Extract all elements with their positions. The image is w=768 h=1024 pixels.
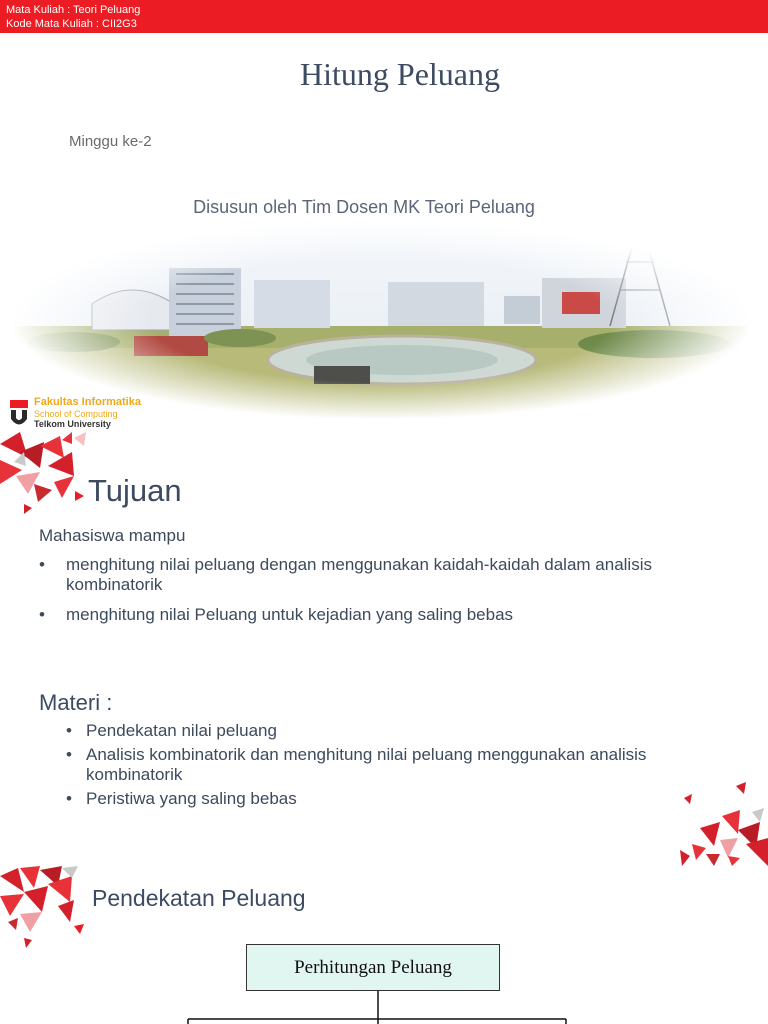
list-item: • menghitung nilai peluang dengan menggunakan kaidah-kaidah dalam analisis kombinatorik	[39, 555, 739, 595]
course-code: Kode Mata Kuliah : CII2G3	[6, 18, 137, 30]
triangle-decoration-bottom-right	[680, 782, 768, 866]
heading-arrow-icon	[75, 491, 84, 501]
pendekatan-heading: Pendekatan Peluang	[92, 885, 306, 911]
tujuan-list	[39, 555, 739, 635]
list-item: • Peristiwa yang saling bebas	[66, 789, 726, 809]
slide-title: Hitung Peluang	[300, 56, 500, 92]
list-item: • Analisis kombinatorik dan menghitung nilai peluang menggunakan analisis kombinatorik	[66, 745, 726, 785]
tujuan-intro: Mahasiswa mampu	[39, 526, 186, 545]
course-name: Mata Kuliah : Teori Peluang	[6, 4, 141, 16]
materi-heading: Materi :	[39, 690, 113, 715]
telkom-logo-icon	[8, 398, 30, 428]
author-line: Disusun oleh Tim Dosen MK Teori Peluang	[193, 197, 535, 217]
campus-photo	[14, 218, 748, 418]
school-name: School of Computing	[34, 409, 118, 419]
tujuan-heading: Tujuan	[88, 473, 182, 508]
list-item: • Pendekatan nilai peluang	[66, 721, 726, 741]
faculty-name: Fakultas Informatika	[34, 396, 141, 408]
materi-list	[66, 721, 726, 813]
triangle-decoration-top-left	[0, 432, 90, 516]
perhitungan-peluang-box: Perhitungan Peluang	[246, 944, 500, 991]
course-header-bar	[0, 0, 768, 33]
university-name: Telkom University	[34, 419, 111, 429]
flowchart-connector	[186, 991, 568, 1024]
triangle-decoration-left	[0, 866, 90, 950]
faculty-logo	[8, 396, 168, 432]
list-item: • menghitung nilai Peluang untuk kejadian yang saling bebas	[39, 605, 739, 625]
week-label: Minggu ke-2	[69, 133, 152, 150]
